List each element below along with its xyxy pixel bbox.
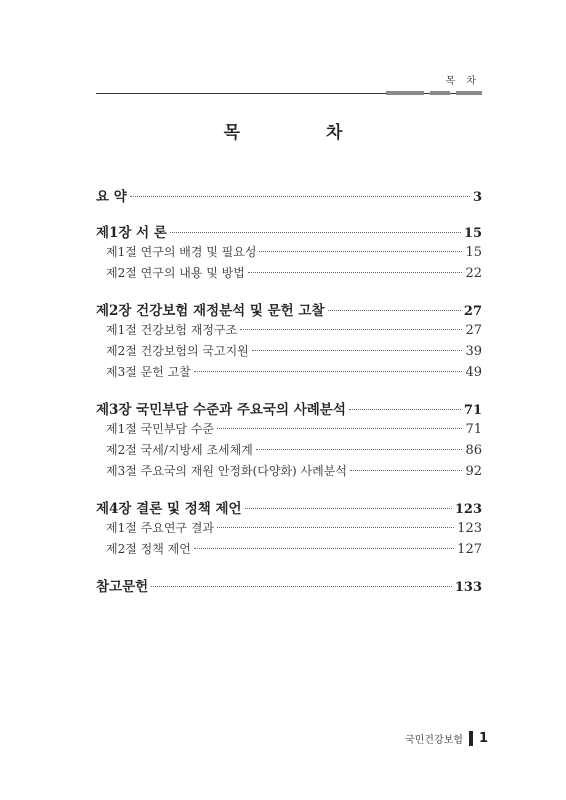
- toc-leader-dots: [245, 508, 452, 509]
- toc-section-entry[interactable]: [96, 519, 482, 540]
- toc-entry-label: 요 약: [96, 189, 127, 205]
- toc-entry-page: 92: [465, 464, 482, 479]
- page-number: 1: [478, 731, 488, 746]
- toc-leader-dots: [151, 586, 452, 587]
- toc-leader-dots: [217, 428, 462, 429]
- toc-entry-page: 86: [465, 443, 482, 458]
- toc-entry-page: 27: [465, 323, 482, 338]
- toc-entry-label: 참고문헌: [96, 579, 149, 595]
- toc-leader-dots: [350, 470, 463, 471]
- page-title: 목 차: [223, 123, 383, 143]
- toc-section-entry[interactable]: [96, 243, 482, 264]
- page-footer: [405, 731, 488, 746]
- toc-leader-dots: [252, 350, 463, 351]
- table-of-contents: [96, 185, 482, 597]
- toc-spacer: [96, 207, 482, 221]
- toc-entry-page: 127: [457, 542, 482, 557]
- toc-entry-label: 제3장 국민부담 수준과 주요국의 사례분석: [96, 402, 346, 418]
- toc-leader-dots: [170, 232, 461, 233]
- toc-leader-dots: [194, 548, 454, 549]
- toc-entry-page: 15: [463, 226, 482, 241]
- toc-chapter-entry[interactable]: [96, 398, 482, 420]
- toc-entry-label: 제2절 국세/지방세 조세체계: [106, 443, 253, 457]
- toc-entry-label: 제3절 주요국의 재원 안정화(다양화) 사례분석: [106, 464, 347, 478]
- toc-entry-page: 123: [454, 502, 482, 517]
- toc-spacer: [96, 483, 482, 497]
- toc-section-entry[interactable]: [96, 321, 482, 342]
- footer-title: 국민건강보험: [404, 735, 463, 746]
- toc-chapter-entry[interactable]: [96, 221, 482, 243]
- toc-entry-page: 71: [463, 403, 482, 418]
- toc-entry-page: 22: [465, 266, 482, 281]
- toc-entry-page: 3: [472, 190, 482, 205]
- toc-entry-label: 제2절 건강보험의 국고지원: [106, 344, 249, 358]
- toc-leader-dots: [328, 310, 461, 311]
- toc-entry-label: 제3절 문헌 고찰: [106, 365, 191, 379]
- toc-section-entry[interactable]: [96, 342, 482, 363]
- toc-entry-page: 133: [454, 580, 482, 595]
- toc-spacer: [96, 285, 482, 299]
- toc-section-entry[interactable]: [96, 420, 482, 441]
- toc-section-entry[interactable]: [96, 462, 482, 483]
- header-rule-accent: [386, 91, 482, 95]
- toc-chapter-entry[interactable]: [96, 299, 482, 321]
- toc-entry-label: 제1절 건강보험 재정구조: [106, 323, 238, 337]
- toc-chapter-entry[interactable]: [96, 575, 482, 597]
- toc-section-entry[interactable]: [96, 264, 482, 285]
- toc-entry-page: 27: [463, 304, 482, 319]
- toc-section-entry[interactable]: [96, 441, 482, 462]
- toc-leader-dots: [259, 251, 462, 252]
- toc-entry-page: 15: [465, 245, 482, 260]
- toc-entry-label: 제2절 정책 제언: [106, 542, 191, 556]
- toc-leader-dots: [240, 329, 462, 330]
- toc-section-entry[interactable]: [96, 363, 482, 384]
- toc-leader-dots: [194, 371, 463, 372]
- toc-entry-page: 71: [465, 422, 482, 437]
- running-header: 목 차: [445, 76, 480, 87]
- toc-entry-label: 제1장 서 론: [96, 225, 167, 241]
- toc-leader-dots: [349, 409, 461, 410]
- toc-section-entry[interactable]: [96, 540, 482, 561]
- toc-entry-page: 123: [457, 521, 482, 536]
- toc-chapter-entry[interactable]: [96, 185, 482, 207]
- toc-entry-label: 제1절 연구의 배경 및 필요성: [106, 245, 257, 259]
- toc-leader-dots: [217, 527, 454, 528]
- toc-entry-label: 제4장 결론 및 정책 제언: [96, 501, 242, 517]
- footer-bar: [469, 731, 473, 746]
- toc-leader-dots: [256, 449, 463, 450]
- toc-spacer: [96, 384, 482, 398]
- toc-chapter-entry[interactable]: [96, 497, 482, 519]
- toc-leader-dots: [130, 196, 470, 197]
- toc-entry-page: 39: [465, 344, 482, 359]
- toc-entry-label: 제2장 건강보험 재정분석 및 문헌 고찰: [96, 303, 325, 319]
- toc-entry-label: 제1절 국민부담 수준: [106, 422, 215, 436]
- toc-entry-page: 49: [465, 365, 482, 380]
- toc-entry-label: 제2절 연구의 내용 및 방법: [106, 266, 245, 280]
- toc-entry-label: 제1절 주요연구 결과: [106, 521, 215, 535]
- toc-leader-dots: [248, 272, 463, 273]
- toc-spacer: [96, 561, 482, 575]
